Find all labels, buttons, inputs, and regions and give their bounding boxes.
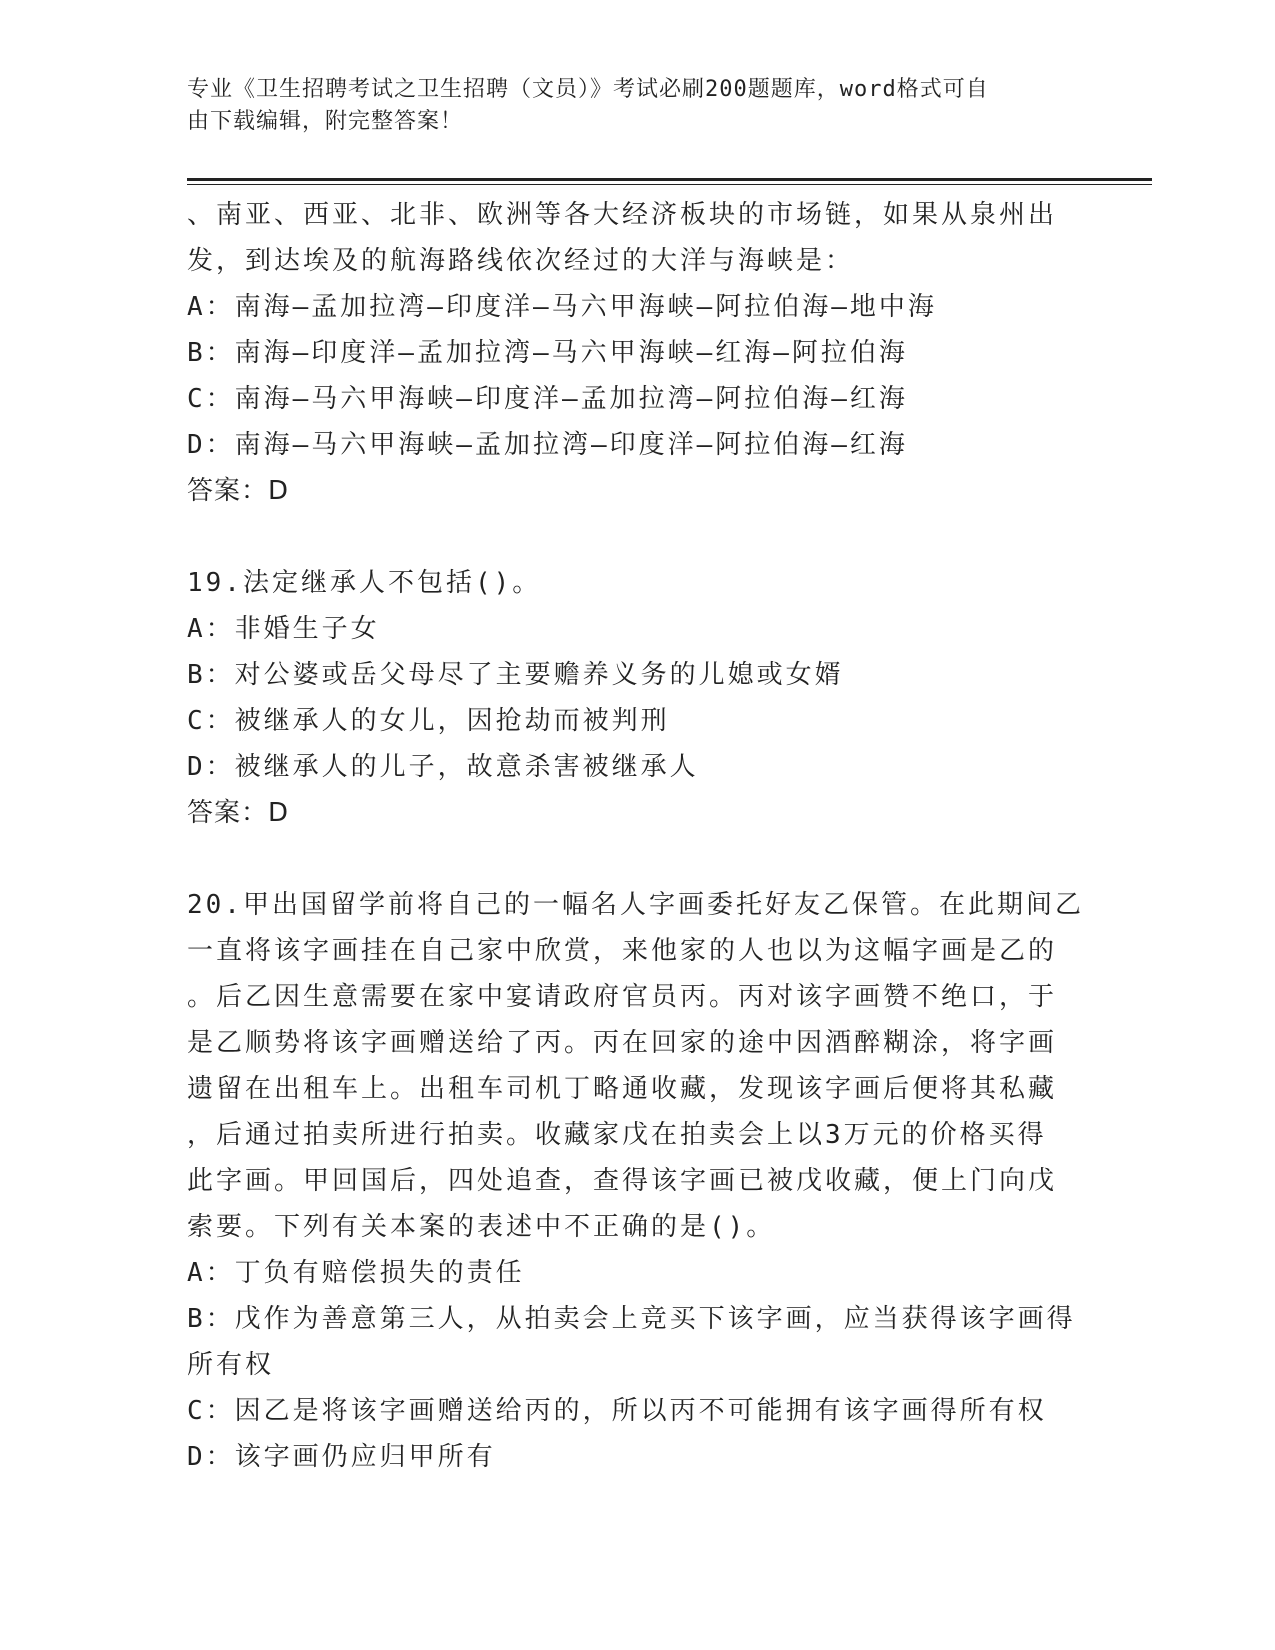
spacer [187, 514, 1077, 560]
header-title-line-2: 由下载编辑，附完整答案！ [187, 109, 464, 134]
option-a: A：南海—孟加拉湾—印度洋—马六甲海峡—阿拉伯海—地中海 [187, 292, 937, 322]
question-stem-line: 。后乙因生意需要在家中宴请政府官员丙。丙对该字画赞不绝口，于 [187, 982, 1058, 1012]
option-b: B：南海—印度洋—孟加拉湾—马六甲海峡—红海—阿拉伯海 [187, 338, 908, 368]
question-20 [187, 882, 1084, 1480]
option-d: D：被继承人的儿子，故意杀害被继承人 [187, 752, 699, 782]
question-18 [187, 192, 1077, 514]
option-a: A：非婚生子女 [187, 614, 380, 644]
question-stem: 19.法定继承人不包括()。 [187, 568, 542, 598]
question-stem-line: 此字画。甲回国后，四处追查，查得该字画已被戊收藏，便上门向戊 [187, 1166, 1058, 1196]
question-stem-line: 20.甲出国留学前将自己的一幅名人字画委托好友乙保管。在此期间乙 [187, 890, 1084, 920]
option-d: D：该字画仍应归甲所有 [187, 1442, 496, 1472]
spacer [187, 836, 1077, 882]
question-stem-line: ，后通过拍卖所进行拍卖。收藏家戊在拍卖会上以3万元的价格买得 [187, 1120, 1047, 1150]
header-rule-thick [187, 178, 1152, 181]
option-d: D：南海—马六甲海峡—孟加拉湾—印度洋—阿拉伯海—红海 [187, 430, 908, 460]
question-stem-line: 是乙顺势将该字画赠送给了丙。丙在回家的途中因酒醉糊涂，将字画 [187, 1028, 1058, 1058]
option-a: A：丁负有赔偿损失的责任 [187, 1258, 525, 1288]
header-rule-thin [187, 184, 1152, 185]
document-body [187, 192, 1084, 1480]
answer-line: 答案：D [187, 798, 290, 828]
question-stem-line: 发，到达埃及的航海路线依次经过的大洋与海峡是： [187, 246, 855, 276]
option-b-line-2: 所有权 [187, 1350, 275, 1380]
question-stem-line: 一直将该字画挂在自己家中欣赏，来他家的人也以为这幅字画是乙的 [187, 936, 1058, 966]
option-c: C：被继承人的女儿，因抢劫而被判刑 [187, 706, 670, 736]
question-stem-line: 、南亚、西亚、北非、欧洲等各大经济板块的市场链，如果从泉州出 [187, 200, 1058, 230]
question-19 [187, 560, 1077, 836]
document-header [187, 74, 1067, 138]
option-b-line-1: B：戊作为善意第三人，从拍卖会上竞买下该字画，应当获得该字画得 [187, 1304, 1076, 1334]
question-stem-line: 索要。下列有关本案的表述中不正确的是()。 [187, 1212, 776, 1242]
option-b: B：对公婆或岳父母尽了主要赡养义务的儿媳或女婿 [187, 660, 844, 690]
answer-line: 答案：D [187, 476, 290, 506]
question-stem-line: 遗留在出租车上。出租车司机丁略通收藏，发现该字画后便将其私藏 [187, 1074, 1058, 1104]
header-title-line-1: 专业《卫生招聘考试之卫生招聘（文员）》考试必刷200题题库，word格式可自 [187, 77, 989, 102]
option-c: C：因乙是将该字画赠送给丙的，所以丙不可能拥有该字画得所有权 [187, 1396, 1047, 1426]
option-c: C：南海—马六甲海峡—印度洋—孟加拉湾—阿拉伯海—红海 [187, 384, 908, 414]
